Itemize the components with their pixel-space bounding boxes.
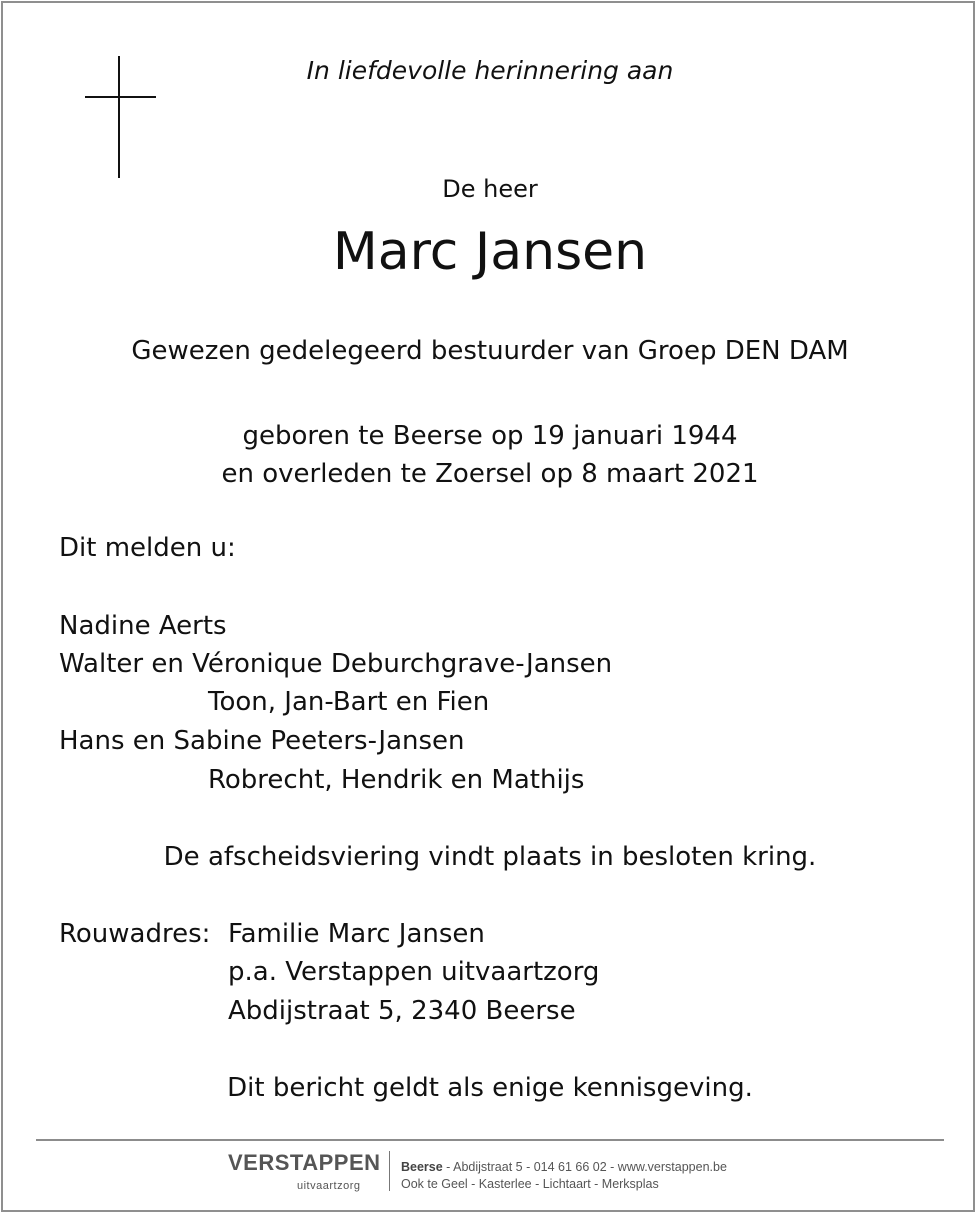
deceased-name: Marc Jansen [332,222,648,282]
birth-line: geboren te Beerse op 19 januari 1944 [242,421,738,451]
footer-divider [36,1139,944,1141]
family-line: Hans en Sabine Peeters-Jansen [59,726,465,756]
company-logo: VERSTAPPEN [228,1150,381,1175]
honorific: De heer [442,175,538,203]
footer-branches: Ook te Geel - Kasterlee - Lichtaart - Merksplas [401,1177,659,1191]
address-line: Abdijstraat 5, 2340 Beerse [228,996,576,1026]
family-line: Nadine Aerts [59,611,227,641]
family-line: Toon, Jan-Bart en Fien [208,687,490,717]
family-line: Robrecht, Hendrik en Mathijs [208,765,585,795]
announce-text: Dit melden u: [59,533,236,563]
life-dates [0,417,980,493]
role-text: Gewezen gedelegeerd bestuurder van Groep DEN DAM [131,336,849,366]
logo-separator [389,1151,390,1191]
footer-city: Beerse [401,1160,443,1174]
address-label: Rouwadres: [59,919,211,949]
family-line: Walter en Véronique Deburchgrave-Jansen [59,649,613,679]
company-logo-subtitle: uitvaartzorg [297,1180,361,1192]
ceremony-text: De afscheidsviering vindt plaats in besloten kring. [163,842,817,872]
address-line: Familie Marc Jansen [228,919,485,949]
intro-text: In liefdevolle herinnering aan [306,56,674,85]
death-line: en overleden te Zoersel op 8 maart 2021 [221,459,759,489]
footer-address: - Abdijstraat 5 - 014 61 66 02 - www.verstappen.be [442,1160,727,1174]
address-line: p.a. Verstappen uitvaartzorg [228,957,600,987]
closing-text: Dit bericht geldt als enige kennisgeving. [227,1073,753,1103]
footer-contact [401,1159,727,1193]
